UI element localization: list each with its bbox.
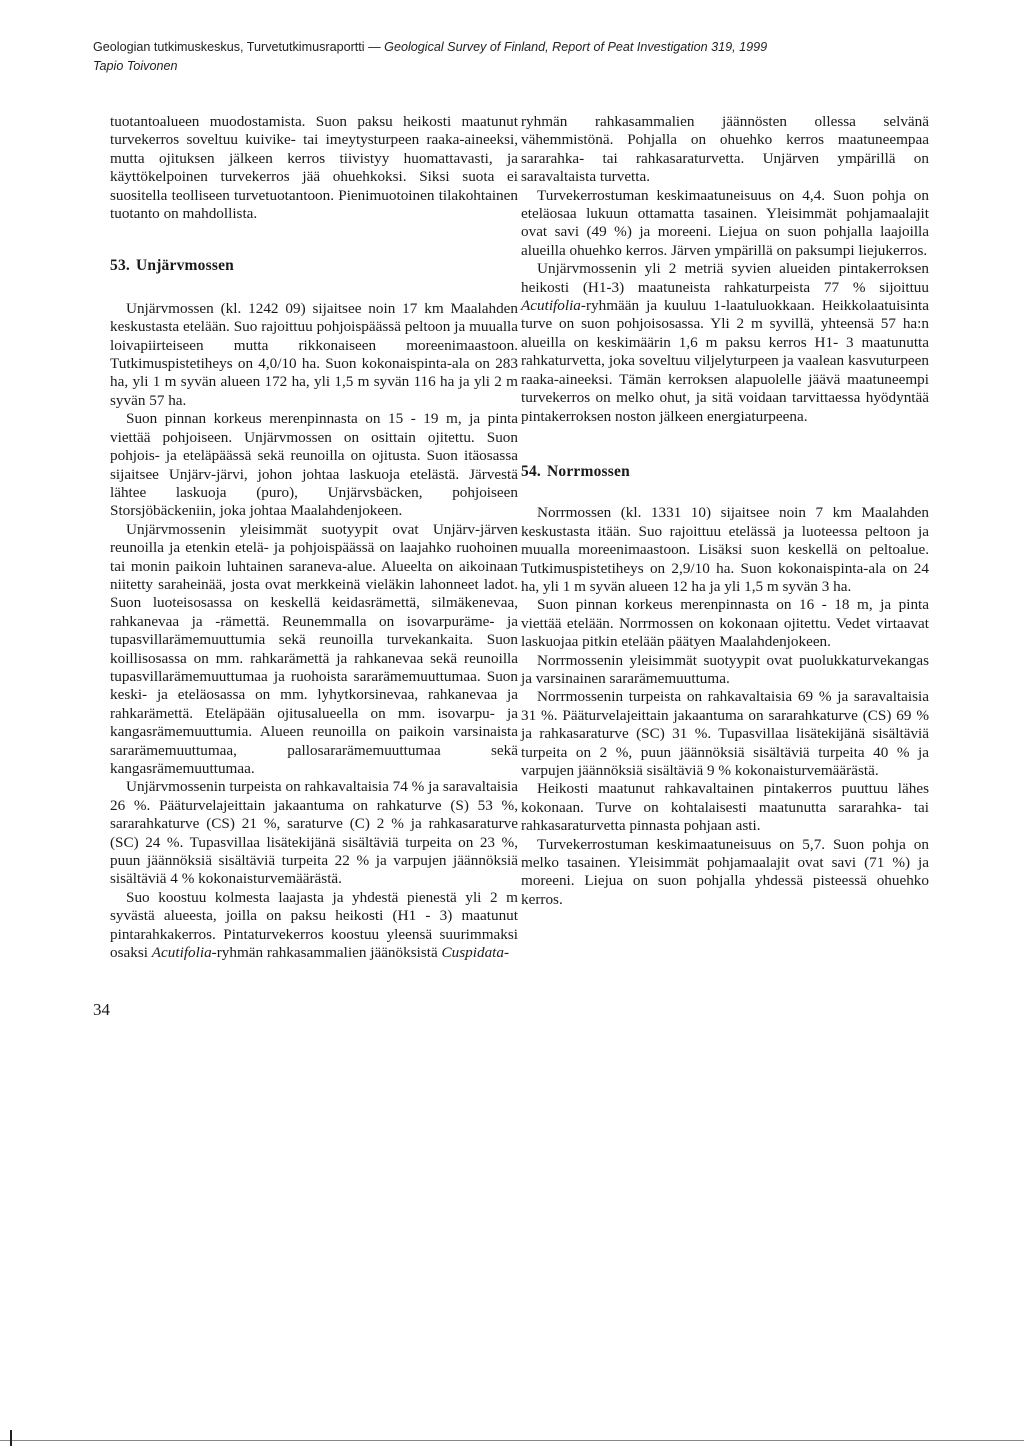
- paragraph: tuotantoalueen muodostamista. Suon paksu heikosti maatunut turvekerros soveltuu kuivike- tai imeytysturpeen raaka-aineeksi, mutta ojituksen jälkeen kerros tiivistyy huomattavasti, ja käyttökelpoinen turvekerros jää ohuehkoksi. Siksi suota ei suositella teolliseen turvetuotantoon. Pienimuotoinen tilakohtainen tuotanto on mahdollista.: [110, 113, 518, 223]
- paragraph: Norrmossenin yleisimmät suotyypit ovat puolukkaturvekangas ja varsinainen sararämemuuttuma.: [521, 651, 929, 687]
- paragraph: Suo koostuu kolmesta laajasta ja yhdestä pienestä yli 2 m syvästä alueesta, joilla on paksu heikosti (H1 - 3) maatunut pintarahkakerros. Pintaturvekerros koostuu yleensä suurimmaksi osaksi Acutifolia-ryhmän rahkasammalien jäänöksistä Cuspidata-: [110, 888, 518, 962]
- page-number: 34: [93, 1000, 110, 1019]
- paragraph: ryhmän rahkasammalien jäännösten ollessa selvänä vähemmistönä. Pohjalla on ohuehko kerros maatuneempaa sararahka- tai rahkasaraturvetta. Unjärven ympärillä on saravaltaista turvetta.: [521, 113, 929, 186]
- section-title: Unjärvmossen: [135, 257, 234, 275]
- left-column: [110, 113, 518, 962]
- paragraph: Norrmossen (kl. 1331 10) sijaitsee noin 7 km Maalahden keskustasta itään. Suo rajoittuu etelässä ja luoteessa peltoon ja muualla moreenimaastoon. Lisäksi suon keskellä on peltoalue. Tutkimuspistetiheys on 2,9/10 ha. Suon kokonaispinta-ala on 24 ha, yli 1 m syvän alueen 12 ha ja yli 1,5 m syvän 3 ha.: [521, 504, 929, 595]
- section-heading-54: [521, 463, 929, 481]
- section-number: 53.: [110, 257, 130, 275]
- paragraph: Unjärvmossen (kl. 1242 09) sijaitsee noin 17 km Maalahden keskustasta etelään. Suo rajoittuu pohjoispäässä peltoon ja muualla loivapiirteiseen mutta rikkonaiseen moreenimaastoon. Tutkimuspistetiheys on 4,0/10 ha. Suon kokonaispinta-ala on 283 ha, yli 1 m syvän alueen 172 ha, yli 1,5 m syvän 116 ha ja yli 2 m syvän 57 ha.: [110, 299, 518, 409]
- paragraph: Unjärvmossenin yli 2 metriä syvien alueiden pintakerroksen heikosti (H1-3) maatuneista rahkaturpeista 77 % sijoittuu Acutifolia-ryhmään ja kuuluu 1-laatuluokkaan. Heikkolaatuisinta turve on suon pohjoisosassa. Yli 2 m syvillä, yhteensä 57 ha:n alueilla on keskimäärin 1,6 m paksu kerros H1- 3 maatunutta rahkaturvetta, joka soveltuu viljelyturpeen ja vaalean kasvuturpeen raaka-aineeksi. Tämän kerroksen alapuolelle jäävä maatuneempi turvekerros on melko ohut, ja sitä voidaan tarvittaessa hyödyntää pintakerroksen noston jälkeen energiaturpeena.: [521, 260, 929, 425]
- scan-bottom-line: [0, 1440, 1024, 1441]
- paragraph: Unjärvmossenin turpeista on rahkavaltaisia 74 % ja saravaltaisia 26 %. Pääturvelajeittain jakaantuma on rahkaturve (S) 53 %, sararahkaturve (CS) 21 %, saraturve (C) 2 % ja rahkasaraturve (SC) 24 %. Tupasvillaa lisätekijänä sisältäviä turpeita on 23 %, puun jäännöksiä sisältäviä turpeita 22 % ja varpujen jäännöksiä sisältäviä 4 % kokonaisturvemäärästä.: [110, 778, 518, 888]
- paragraph: Suon pinnan korkeus merenpinnasta on 15 - 19 m, ja pinta viettää pohjoiseen. Unjärvmossen on osittain ojitettu. Suon pohjois- ja eteläpäässä sekä reunoilla on ojitusta. Suon itäosassa sijaitsee Unjärv-järvi, johon johtaa laskuoja etelästä. Järvestä lähtee laskuoja (puro), Unjärvsbäcken, pohjoiseen Storsjöbäckeniin, joka johtaa Maalahdenjokeen.: [110, 410, 518, 520]
- paragraph: Norrmossenin turpeista on rahkavaltaisia 69 % ja saravaltaisia 31 %. Pääturvelajeittain jakaantuma on sararahkaturve (CS) 69 % ja rahkasaraturve (SC) 31 %. Tupasvillaa lisätekijänä sisältäviä turpeita on 2 %, puun jäännöksiä sisältäviä turpeita 40 % ja varpujen jäännöksiä sisältäviä 9 % kokonaisturvemäärästä.: [521, 688, 929, 779]
- paragraph: Turvekerrostuman keskimaatuneisuus on 5,7. Suon pohja on melko tasainen. Yleisimmät pohjamaalajit ovat savi (71 %) ja moreeni. Liejua on suon pohjalla yhdessä pisteessä ohuehko kerros.: [521, 835, 929, 908]
- header-author: Tapio Toivonen: [93, 59, 178, 73]
- header-line-1: [93, 38, 953, 57]
- right-column: [521, 113, 929, 909]
- header-series-english: Geological Survey of Finland, Report of Peat Investigation 319, 1999: [384, 40, 768, 54]
- paragraph: Suon pinnan korkeus merenpinnasta on 16 - 18 m, ja pinta viettää etelään. Norrmossen on kokonaan ojitettu. Vedet virtaavat laskuojaa pitkin etelään päätyen Maalahdenjokeen.: [521, 596, 929, 651]
- paragraph: Unjärvmossenin yleisimmät suotyypit ovat Unjärv-järven reunoilla ja etenkin etelä- ja pohjoispäässä on laajahko ruohoinen tai monin paikoin luhtainen saraneva-alue. Alueelta on aikoinaan niitetty saraheinää, josta ovat merkkeinä vieläkin lahonneet ladot. Suon luoteisosassa on keskellä keidasrämettä, silmäkenevaa, rahkanevaa ja -rämettä. Reunemmalla on isovarpuräme- ja tupasvillarämemuuttumia sekä reunoilla turvekankaita. Suon koillisosassa on mm. rahkarämettä ja rahkanevaa sekä reunoilla tupasvillarämemuuttumaa ja ruohoista sararämemuuttumaa. Suon keski- ja eteläosassa on mm. lyhytkorsinevaa, rahkanevaa ja rahkarämettä. Eteläpään ojitusalueella on mm. isovarpu- ja kangasrämemuuttumia. Alueen reunoilla on paikoin varsinaista sararämemuuttumaa, pallosararämemuuttumaa sekä kangasrämemuuttumaa.: [110, 520, 518, 777]
- paragraph: Turvekerrostuman keskimaatuneisuus on 4,4. Suon pohja on eteläosaa lukuun ottamatta tasainen. Yleisimmät pohjamaalajit ovat savi (49 %) ja moreeni. Liejua on suon pohjalla laajoilla alueilla ohuehko kerros. Järven ympärillä on paksumpi liejukerros.: [521, 186, 929, 259]
- header-publisher: Geologian tutkimuskeskus, Turvetutkimusraportti —: [93, 40, 381, 54]
- section-heading-53: [110, 257, 518, 275]
- paragraph: Heikosti maatunut rahkavaltainen pintakerros puuttuu lähes kokonaan. Turve on kohtalaisesti maatunutta sararahka- tai rahkasaraturvetta pinnasta pohjaan asti.: [521, 780, 929, 835]
- section-title: Norrmossen: [546, 462, 630, 480]
- section-number: 54.: [521, 462, 541, 480]
- scan-edge-mark: [10, 1430, 12, 1446]
- running-header: [93, 38, 953, 76]
